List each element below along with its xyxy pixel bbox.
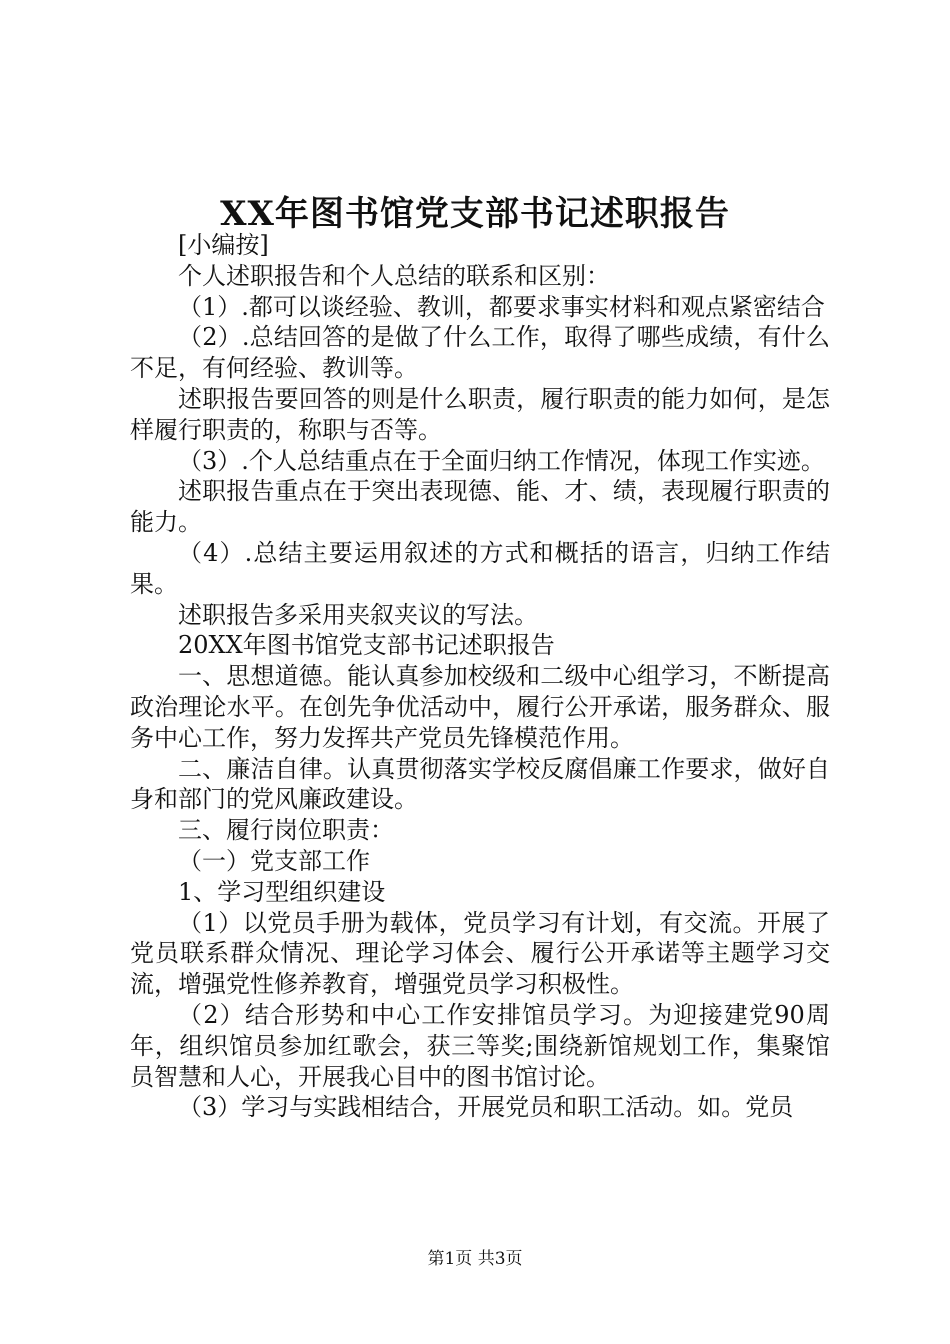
paragraph-item-1-1: （1）以党员手册为载体，党员学习有计划，有交流。开展了党员联系群众情况、理论学习体会、履行公开承诺等主题学习交流，增强党性修养教育，增强党员学习积极性。 [130, 908, 830, 999]
paragraph-point-4-detail: 述职报告多采用夹叙夹议的写法。 [178, 600, 538, 629]
paragraph-point-4: （4）.总结主要运用叙述的方式和概括的语言，归纳工作结果。 [130, 538, 830, 598]
page-footer: 第1页 共3页 [427, 1249, 523, 1269]
paragraph-report-heading: 20XX年图书馆党支部书记述职报告 [178, 631, 555, 660]
paragraph-point-2: （2）.总结回答的是做了什么工作，取得了哪些成绩，有什么不足，有何经验、教训等。 [130, 323, 830, 383]
document-body [130, 230, 830, 1123]
paragraph-subsection-1: （一）党支部工作 [178, 846, 370, 875]
document-title: XX年图书馆党支部书记述职报告 [220, 194, 730, 234]
paragraph-item-1-2: （2）结合形势和中心工作安排馆员学习。为迎接建党90周年，组织馆员参加红歌会，获三等奖;围绕新馆规划工作，集聚馆员智慧和人心，开展我心目中的图书馆讨论。 [130, 1000, 830, 1091]
paragraph-item-1: 1、学习型组织建设 [178, 877, 386, 906]
paragraph-point-3-detail: 述职报告重点在于突出表现德、能、才、绩，表现履行职责的能力。 [130, 477, 830, 537]
paragraph-editor-note: [小编按] [178, 231, 269, 259]
paragraph-point-1: （1）.都可以谈经验、教训，都要求事实材料和观点紧密结合 [178, 292, 825, 321]
paragraph-section-1: 一、思想道德。能认真参加校级和二级中心组学习，不断提高政治理论水平。在创先争优活动中，履行公开承诺，服务群众、服务中心工作，努力发挥共产党员先锋模范作用。 [130, 662, 830, 752]
paragraph-section-2: 二、廉洁自律。认真贯彻落实学校反腐倡廉工作要求，做好自身和部门的党风廉政建设。 [130, 754, 830, 814]
paragraph-item-1-3: （3）学习与实践相结合，开展党员和职工活动。如。党员 [178, 1093, 794, 1122]
paragraph-section-3: 三、履行岗位职责： [178, 816, 394, 845]
paragraph-point-2-detail: 述职报告要回答的则是什么职责，履行职责的能力如何，是怎样履行职责的，称职与否等。 [130, 384, 830, 444]
paragraph-point-3: （3）.个人总结重点在于全面归纳工作情况，体现工作实迹。 [178, 446, 825, 475]
paragraph-intro: 个人述职报告和个人总结的联系和区别： [178, 261, 610, 290]
